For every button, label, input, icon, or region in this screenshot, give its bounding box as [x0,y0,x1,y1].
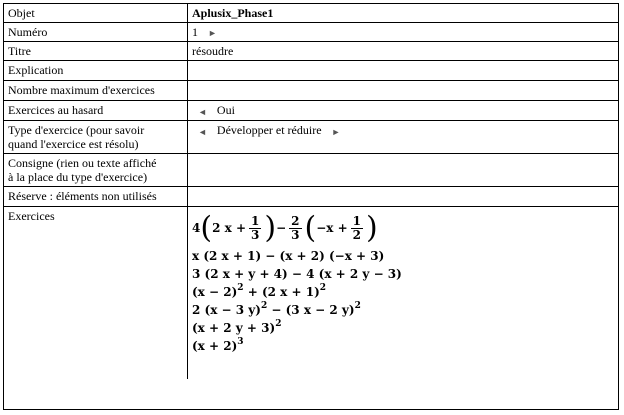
row-explication [4,61,618,81]
objet-value[interactable]: Aplusix_Phase1 [188,4,619,23]
properties-table [4,4,618,379]
reserve-label: Réserve : éléments non utilisés [4,187,188,207]
exercise-6[interactable]: (x + 2 y + 3)$^2$ [192,319,282,336]
fraction: $\frac{2}{3}$ [291,214,300,243]
consigne-label-line1: Consigne (rien ou texte affiché [8,156,157,171]
arrow-left-icon[interactable]: ◄ [198,106,207,117]
exercise-5[interactable]: 2 (x − 3 y)$^2$ − (3 x − 2 y)$^2$ [192,301,361,318]
exercise-7[interactable]: $(x + 2)^3$ [192,337,244,354]
arrow-right-icon[interactable]: ► [331,126,341,137]
exercise-list [192,209,614,355]
row-hasard [4,101,618,121]
exercise-2[interactable]: x (2 x + 1) − (x + 2) (−x + 3) [192,249,385,264]
consigne-label [4,154,188,187]
type-label-line2: quand l'exercice est résolu) [8,137,139,152]
properties-panel [3,3,619,410]
row-nombre-max [4,81,618,101]
exercise-4[interactable]: $(x - 2)^2 + (2$ x + 1)$^2$ [192,283,327,300]
type-value[interactable]: Développer et réduire [216,123,322,138]
hasard-label: Exercices au hasard [4,101,188,121]
type-label-line1: Type d'exercice (pour savoir [8,123,145,138]
fraction: $\frac{1}{3}$ [251,214,260,243]
titre-label: Titre [4,42,188,61]
nombre-max-label: Nombre maximum d'exercices [4,81,188,101]
type-cell [188,121,619,154]
exercise-1[interactable]: 4(2 x + $\frac{1}{3}$ )− $\frac{2}{3}$ (−x + $\frac{1}{2}$ ) [192,210,378,246]
explication-value[interactable] [188,61,619,81]
hasard-cell [188,101,619,121]
reserve-value[interactable] [188,187,619,207]
arrow-right-icon[interactable]: ► [208,28,217,39]
type-label [4,121,188,154]
nombre-max-value[interactable] [188,81,619,101]
fraction: $\frac{1}{2}$ [352,214,362,243]
objet-label: Objet [4,4,188,23]
explication-label: Explication [4,61,188,81]
row-reserve [4,187,618,207]
titre-value[interactable]: résoudre [188,42,619,61]
arrow-left-icon[interactable]: ◄ [198,126,207,137]
row-exercices [4,207,618,379]
consigne-label-line2: à la place du type d'exercice) [8,170,148,185]
exercices-label: Exercices [4,207,188,379]
row-type [4,121,618,154]
row-titre [4,42,618,61]
numero-cell [188,23,619,42]
row-consigne [4,154,618,187]
row-numero [4,23,618,42]
exercices-list[interactable] [188,207,619,379]
hasard-value[interactable]: Oui [216,103,235,118]
exercise-3[interactable]: 3 (2 x + y + 4) − 4 (x + 2 y − 3) [192,267,402,282]
numero-value[interactable]: 1 [192,25,198,39]
numero-label: Numéro [4,23,188,42]
row-objet [4,4,618,23]
consigne-value[interactable] [188,154,619,187]
